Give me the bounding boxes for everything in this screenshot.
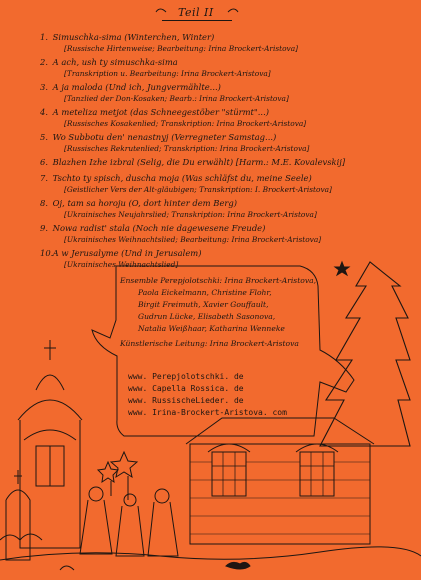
carolers	[80, 452, 178, 556]
track-title: 1. Simuschka-sima (Winterchen, Winter)	[40, 32, 215, 42]
track-title: 8. Oj, tam sa horoju (O, dort hinter dem Berg)	[40, 198, 238, 208]
bird	[226, 562, 250, 569]
page-header: Teil II	[178, 6, 214, 19]
track-credit: [Ukrainisches Neujahrslied; Transkription: Irina Brockert-Aristova]	[64, 210, 317, 219]
track-title: 6. Blazhen Izhe izbral (Selig, die Du erwählt) [Harm.: M.E. Kovalevskij]	[40, 157, 346, 167]
track-credit: [Russisches Rekrutenlied; Transkription: Irina Brockert-Aristova]	[64, 144, 310, 153]
header-underline	[162, 20, 232, 21]
website-link[interactable]: www. RussischeLieder. de	[128, 396, 244, 405]
track-credit: [Russische Hirtenweise; Bearbeitung: Irina Brockert-Aristova]	[64, 44, 299, 53]
ensemble-line: Gudrun Lücke, Elisabeth Sasonova,	[138, 312, 276, 321]
track-credit: [Geistlicher Vers der Alt-gläubigen; Transkription: I. Brockert-Aristova]	[64, 185, 332, 194]
track-credit: [Tanzlied der Don-Kosaken; Bearb.: Irina Brockert-Aristova]	[64, 94, 289, 103]
website-link[interactable]: www. Capella Rossica. de	[128, 384, 244, 393]
track-credit: [Russisches Kosakenlied; Transkription: Irina Brockert-Aristova]	[64, 119, 307, 128]
track-title: 4. A meteliza metjot (das Schneegestöber "stürmt"...)	[40, 107, 269, 117]
website-link[interactable]: www. Irina-Brockert-Aristova. com	[128, 408, 287, 417]
website-link[interactable]: www. Perepjolotschki. de	[128, 372, 244, 381]
track-credit: [Ukrainisches Weihnachtslied; Bearbeitung: Irina Brockert-Aristova]	[64, 235, 322, 244]
ensemble-line: Birgit Freimuth, Xavier Gouffault,	[138, 300, 269, 309]
track-title: 7. Tschto ty spisch, duscha moja (Was schläfst du, meine Seele)	[40, 173, 312, 183]
track-title: 5. Wo Subbotu den' nenastnyj (Verregneter Samstag...)	[40, 132, 277, 142]
track-title: 2. A ach, ush ty simuschka-sima	[40, 57, 178, 67]
track-title: 9. Nowa radist' stala (Noch nie dagewesene Freude)	[40, 223, 266, 233]
track-credit: [Transkription u. Bearbeitung: Irina Brockert-Aristova]	[64, 69, 271, 78]
artistic-direction: Künstlerische Leitung: Irina Brockert-Aristova	[120, 339, 299, 348]
track-credit: [Ukrainisches Weihnachtslied]	[64, 260, 179, 269]
ensemble-line: Paola Eickelmann, Christine Flohr,	[138, 288, 272, 297]
track-title: 10. A w Jerusalyme (Und in Jerusalem)	[40, 248, 202, 258]
ensemble-line: Ensemble Perepjolotschki: Irina Brockert-Aristova,	[120, 276, 317, 285]
track-title: 3. A ja maloda (Und ich, Jungvermählte...)	[40, 82, 221, 92]
ensemble-line: Natalia Weißhaar, Katharina Wenneke	[138, 324, 285, 333]
